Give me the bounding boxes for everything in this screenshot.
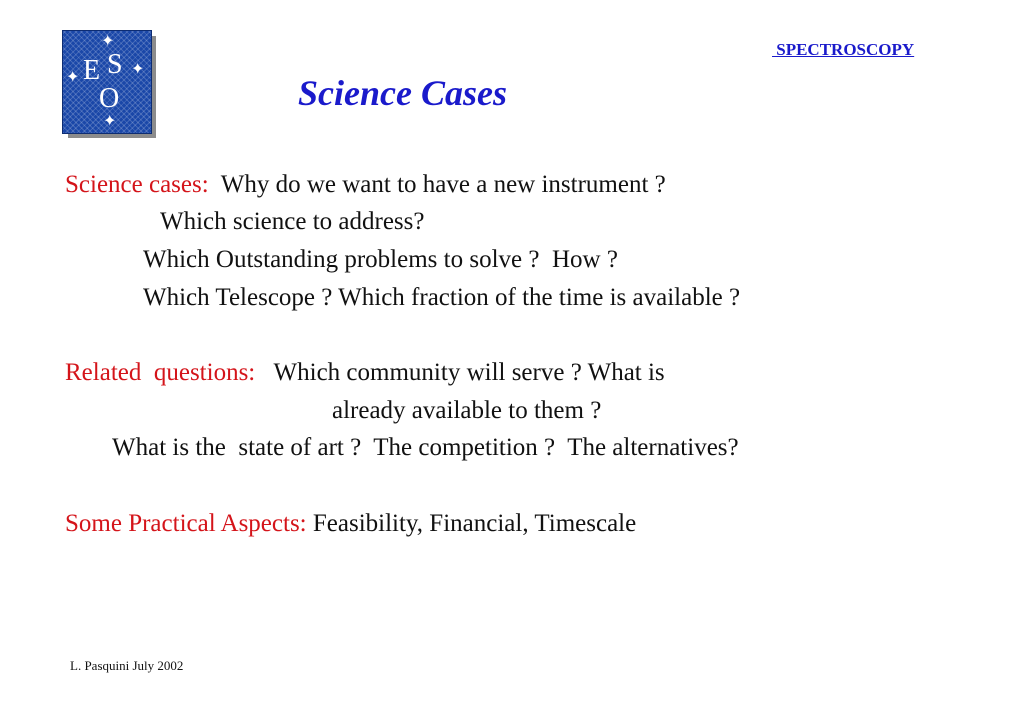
logo-letter-e: E — [83, 55, 101, 86]
star-icon: ✦ — [101, 31, 115, 50]
star-icon: ✦ — [131, 59, 145, 78]
science-cases-line-3: Which Outstanding problems to solve ? How ? — [143, 246, 618, 273]
star-icon: ✦ — [103, 111, 117, 130]
practical-aspects-line-1 — [65, 511, 636, 536]
eso-logo — [62, 30, 158, 140]
science-cases-line-2: Which science to address? — [160, 208, 425, 235]
related-questions-line-2: already available to them ? — [332, 397, 602, 424]
footer-credit: L. Pasquini July 2002 — [70, 658, 184, 673]
science-cases-line-1 — [65, 172, 666, 197]
science-cases-text-1: Why do we want to have a new instrument ? — [208, 171, 666, 198]
related-questions-label: Related questions: — [65, 359, 256, 386]
slide-title: Science Cases — [298, 73, 507, 113]
practical-aspects-label: Some Practical Aspects: — [65, 510, 307, 537]
related-questions-line-3: What is the state of art ? The competition ? The alternatives? — [112, 434, 739, 461]
star-icon: ✦ — [66, 67, 80, 86]
section-tag: SPECTROSCOPY — [772, 40, 915, 59]
science-cases-label: Science cases: — [65, 171, 209, 198]
related-questions-line-1 — [65, 360, 665, 385]
logo-letter-o: O — [99, 83, 120, 114]
logo-box — [62, 30, 152, 134]
practical-aspects-text-1: Feasibility, Financial, Timescale — [306, 510, 637, 537]
related-questions-text-1: Which community will serve ? What is — [255, 359, 665, 386]
logo-letter-s: S — [107, 49, 123, 80]
science-cases-line-4: Which Telescope ? Which fraction of the time is available ? — [143, 284, 741, 311]
